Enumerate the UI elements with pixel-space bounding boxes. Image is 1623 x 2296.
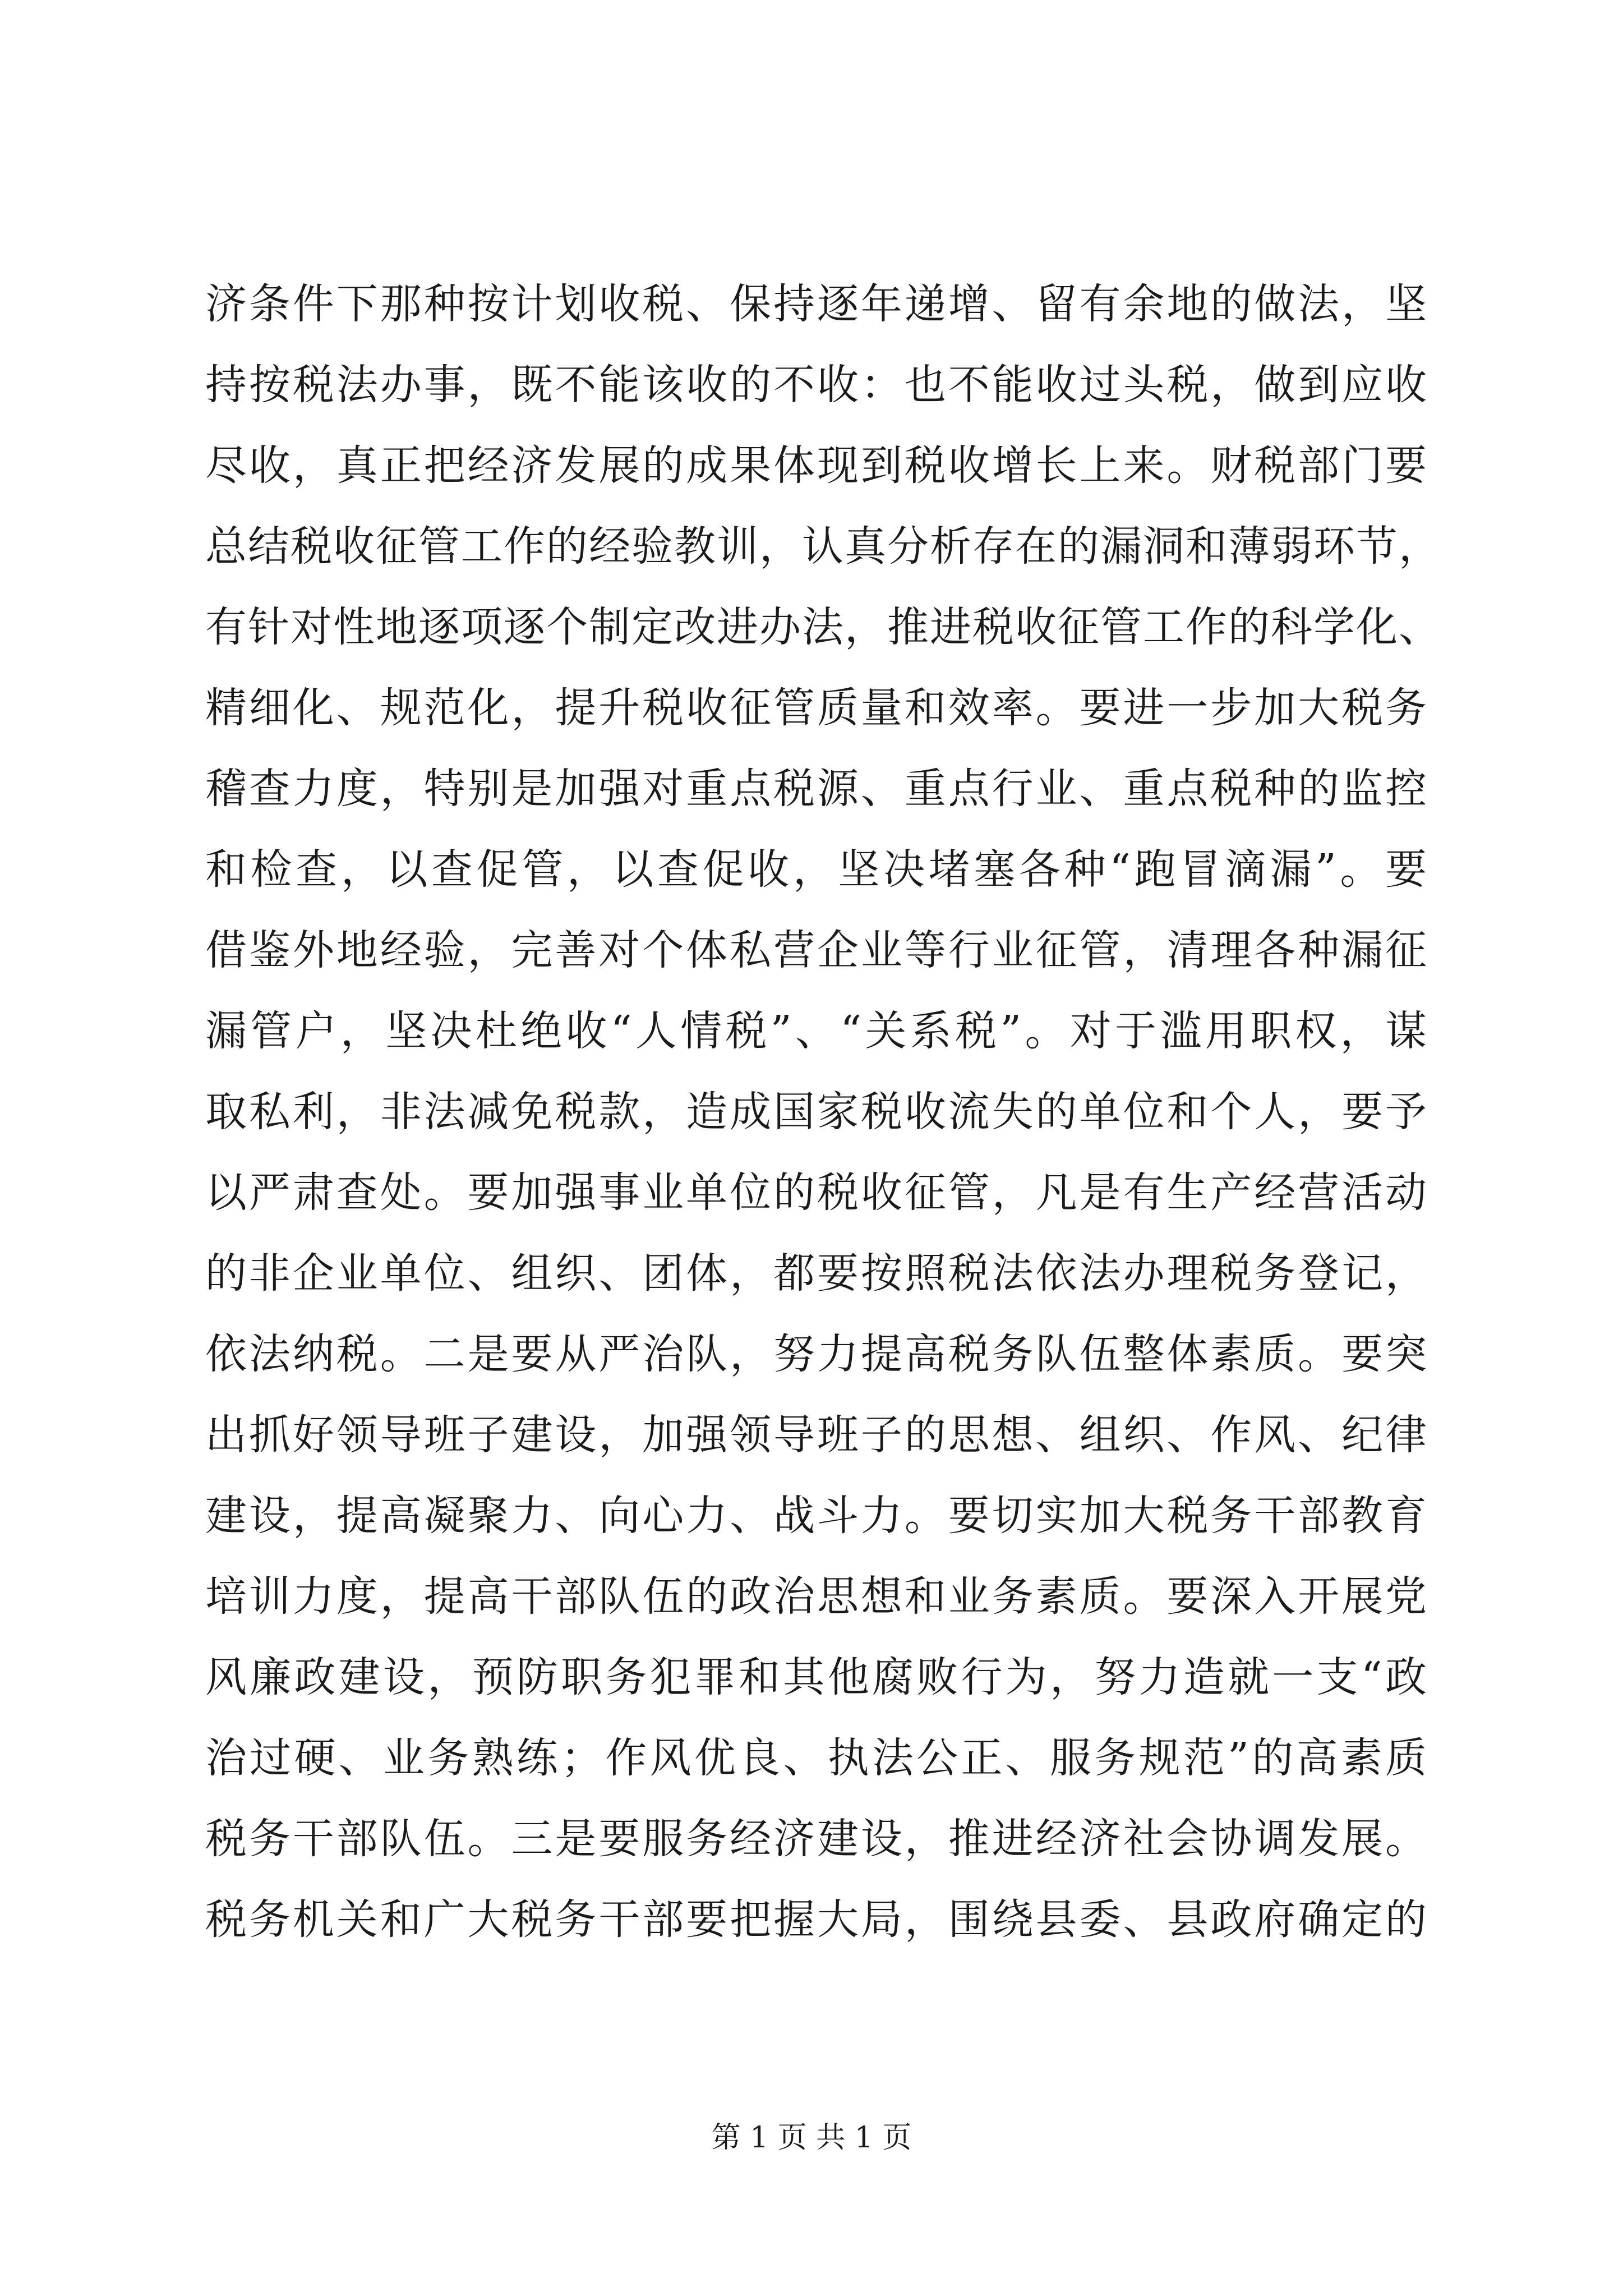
text-line: 税务机关和广大税务干部要把握大局，围绕县委、县政府确定的 (205, 1895, 1428, 1944)
text-line: 治过硬、业务熟练；作风优良、执法公正、服务规范”的高素质 (205, 1734, 1428, 1782)
text-line: 总结税收征管工作的经验教训，认真分析存在的漏洞和薄弱环节， (205, 522, 1441, 570)
text-line: 培训力度，提高干部队伍的政治思想和业务素质。要深入开展党 (205, 1572, 1428, 1621)
text-line: 风廉政建设，预防职务犯罪和其他腐败行为，努力造就一支“政 (205, 1653, 1428, 1701)
text-line: 建设，提高凝聚力、向心力、战斗力。要切实加大税务干部教育 (205, 1492, 1428, 1540)
page-number-label: 第 1 页 共 1 页 (711, 2121, 912, 2155)
text-line: 精细化、规范化，提升税收征管质量和效率。要进一步加大税务 (205, 684, 1428, 732)
text-line: 依法纳税。二是要从严治队，努力提高税务队伍整体素质。要突 (205, 1330, 1428, 1378)
text-line: 的非企业单位、组织、团体，都要按照税法依法办理税务登记， (205, 1249, 1428, 1297)
body-text (205, 264, 1441, 1960)
text-line: 出抓好领导班子建设，加强领导班子的思想、组织、作风、纪律 (205, 1411, 1428, 1459)
text-line: 稽查力度，特别是加强对重点税源、重点行业、重点税种的监控 (205, 765, 1428, 813)
text-line: 尽收，真正把经济发展的成果体现到税收增长上来。财税部门要 (205, 441, 1428, 490)
text-line: 和检查，以查促管，以查促收，坚决堵塞各种“跑冒滴漏”。要 (205, 845, 1428, 894)
page-footer (0, 2118, 1623, 2157)
text-line: 借鉴外地经验，完善对个体私营企业等行业征管，清理各种漏征 (205, 926, 1428, 974)
text-line: 有针对性地逐项逐个制定改进办法，推进税收征管工作的科学化、 (205, 603, 1441, 651)
text-line: 持按税法办事，既不能该收的不收：也不能收过头税，做到应收 (205, 361, 1428, 409)
text-line: 取私利，非法减免税款，造成国家税收流失的单位和个人，要予 (205, 1088, 1428, 1136)
text-line: 济条件下那种按计划收税、保持逐年递增、留有余地的做法，坚 (205, 280, 1428, 328)
text-line: 以严肃查处。要加强事业单位的税收征管，凡是有生产经营活动 (205, 1168, 1428, 1217)
text-line: 税务干部队伍。三是要服务经济建设，推进经济社会协调发展。 (205, 1815, 1428, 1863)
text-line: 漏管户，坚决杜绝收“人情税”、“关系税”。对于滥用职权，谋 (205, 1007, 1428, 1055)
